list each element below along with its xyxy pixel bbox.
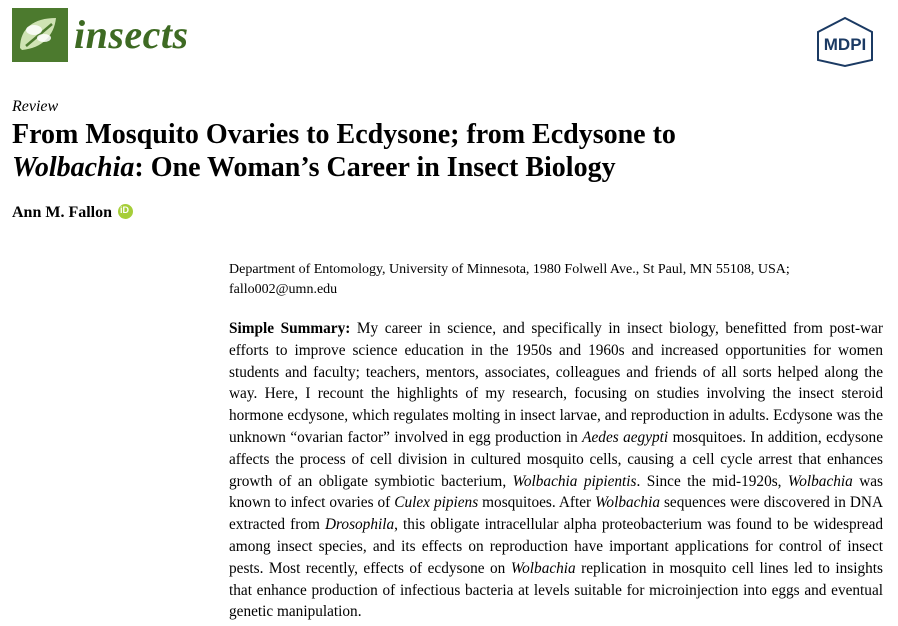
summary-text: mosquitoes. In addition, ecdysone affects the process of cell division in cultured mosquito cells, causing a cell cycle arrest that enhances growth of an obligate symbiotic bacterium, [229, 428, 883, 490]
affiliation-text: Department of Entomology, University of Minnesota, 1980 Folwell Ave., St Paul, MN 55108, USA; [229, 262, 790, 277]
journal-header [12, 8, 888, 68]
title-part-1: From Mosquito Ovaries to Ecdysone; from Ecdysone to [12, 119, 676, 150]
summary-text: . Since the mid-1920s, [636, 472, 788, 490]
species-name: Wolbachia [510, 559, 576, 577]
simple-summary [229, 318, 883, 623]
email-link[interactable]: fallo002@umn.edu [229, 282, 338, 297]
summary-text: , this obligate intracellular alpha proteobacterium was found to be widespread among insect species, and its effects on reproduction have important applications for control of insect pests. Most recently, effects of ecdysone on [229, 516, 884, 577]
summary-label: Simple Summary: [229, 320, 351, 337]
summary-text: replication in mosquito cell lines led to insights that enhance production of infectious bacteria at levels suitable for microinjection into eggs and eventual genetic manipulation. [229, 559, 883, 621]
mdpi-logo[interactable] [808, 16, 882, 68]
author-name: Ann M. Fallon [12, 204, 113, 221]
orcid-icon[interactable] [118, 204, 133, 219]
summary-text: was known to infect ovaries of [229, 472, 883, 512]
species-name: Culex pipiens [394, 494, 479, 512]
journal-logo-icon[interactable] [12, 8, 68, 62]
species-name: Wolbachia [595, 494, 660, 512]
species-name: Wolbachia [787, 472, 853, 490]
species-name: Aedes aegypti [582, 428, 669, 446]
title-part-2: : One Woman’s Career in Insect Biology [134, 152, 616, 183]
summary-text: sequences were discovered in DNA extracted from [229, 494, 883, 534]
author-line [12, 204, 133, 222]
article-title [12, 118, 872, 184]
species-name: Drosophila [324, 516, 395, 534]
journal-name[interactable]: insects [74, 12, 189, 57]
mdpi-logo-text: MDPI [823, 35, 867, 54]
title-italic: Wolbachia [12, 152, 135, 183]
summary-text: mosquitoes. After [478, 494, 596, 512]
article-type: Review [12, 98, 59, 115]
affiliation [229, 260, 869, 300]
summary-text: My career in science, and specifically in insect biology, benefitted from post-war efforts to improve science education in the 1950s and 1960s and increased opportunities for women students and faculty; teachers, mentors, associates, colleagues and friends of all sorts helped along the way. Here, I recount the highlights of my research, focusing on studies involving the insect steroid hormone ecdysone, which regulates molting in insect larvae, and reproduction in adults. Ecdysone was the unknown “ovarian factor” involved in egg production in [229, 320, 883, 446]
species-name: Wolbachia pipientis [512, 472, 637, 490]
